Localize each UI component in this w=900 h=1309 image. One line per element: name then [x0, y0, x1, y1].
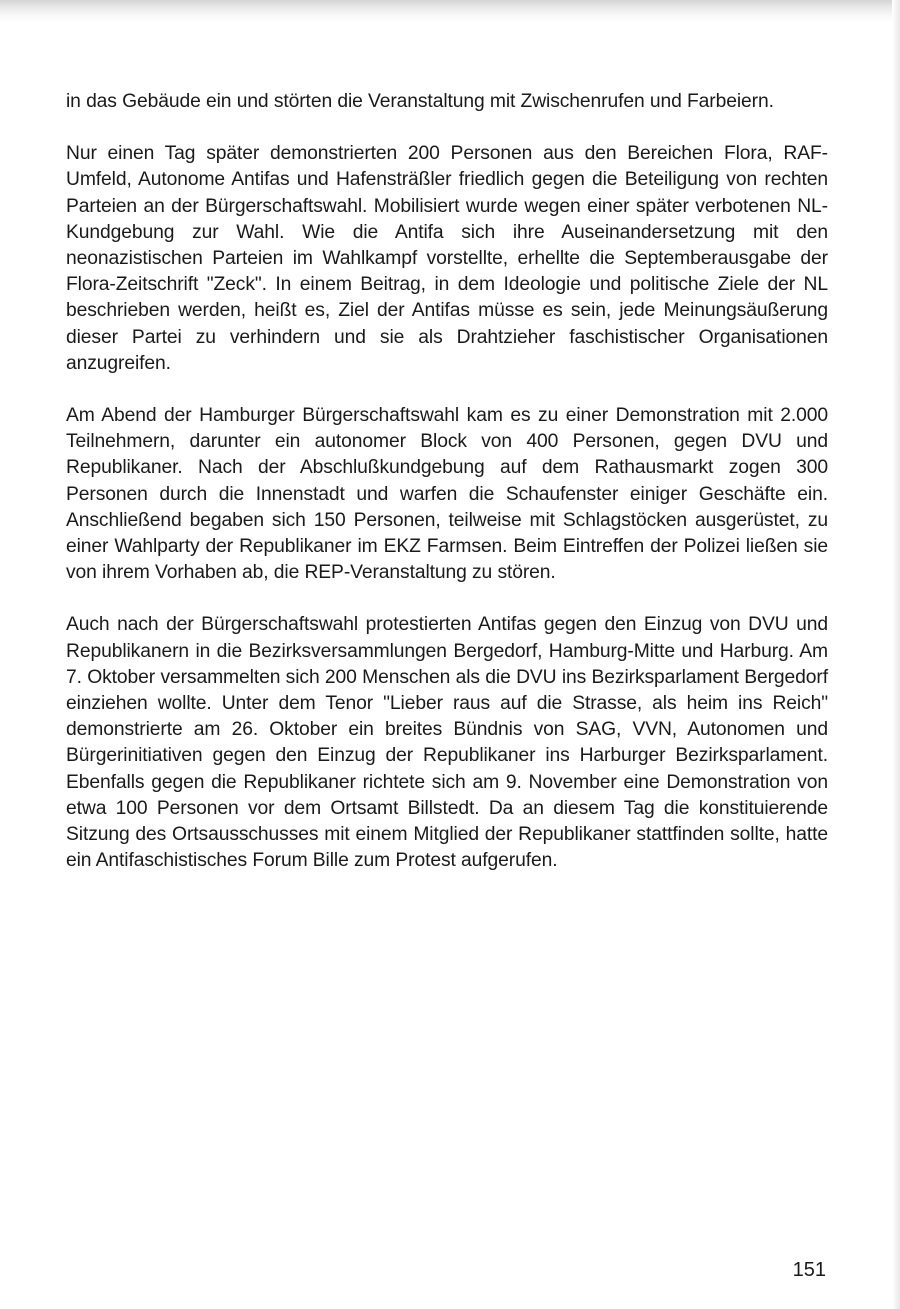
- paragraph-district-protests: Auch nach der Bürgerschaftswahl protestierten Antifas gegen den Einzug von DVU und Republikanern in die Bezirksversammlungen Bergedorf, Hamburg-Mitte und Harburg. Am 7. Oktober versammelten sich 200 Menschen als die DVU ins Bezirksparlament Bergedorf einziehen wollte. Unter dem Tenor "Lieber raus auf die Strasse, als heim ins Reich" demonstrierte am 26. Oktober ein breites Bündnis von SAG, VVN, Autonomen und Bürgerinitiativen gegen den Einzug der Republikaner ins Harburger Bezirksparlament. Ebenfalls gegen die Republikaner richtete sich am 9. November eine Demonstration von etwa 100 Personen vor dem Ortsamt Billstedt. Da an diesem Tag die konstituierende Sitzung des Ortsausschusses mit einem Mitglied der Republikaner stattfinden sollte, hatte ein Antifaschistisches Forum Bille zum Protest aufgerufen.: [66, 614, 828, 872]
- document-body: [66, 89, 828, 900]
- scan-right-edge: [892, 0, 900, 1309]
- paragraph-flora-demonstration: Nur einen Tag später demonstrierten 200 Personen aus den Bereichen Flora, RAF-Umfeld, Autonome Antifas und Hafensträßler friedlich gegen die Beteiligung von rechten Parteien an der Bürgerschaftswahl. Mobilisiert wurde wegen einer später verbotenen NL-Kundgebung zur Wahl. Wie die Antifa sich ihre Auseinandersetzung mit den neonazistischen Parteien im Wahlkampf vorstellte, erhellte die Septemberausgabe der Flora-Zeitschrift "Zeck". In einem Beitrag, in dem Ideologie und politische Ziele der NL beschrieben werden, heißt es, Ziel der Antifas müsse es sein, jede Meinungsäußerung dieser Partei zu verhindern und sie als Drahtzieher faschistischer Organisationen anzugreifen.: [66, 143, 828, 374]
- paragraph-election-evening: Am Abend der Hamburger Bürgerschaftswahl kam es zu einer Demonstration mit 2.000 Teilnehmern, darunter ein autonomer Block von 400 Personen, gegen DVU und Republikaner. Nach der Abschlußkundgebung auf dem Rathausmarkt zogen 300 Personen durch die Innenstadt und warfen die Schaufenster einiger Geschäfte ein. Anschließend begaben sich 150 Personen, teilweise mit Schlagstöcken ausgerüstet, zu einer Wahlparty der Republikaner im EKZ Farmsen. Beim Eintreffen der Polizei ließen sie von ihrem Vorhaben ab, die REP-Veranstaltung zu stören.: [66, 405, 828, 584]
- page-number: 151: [792, 1259, 826, 1281]
- scan-top-edge: [0, 0, 900, 22]
- paragraph-continuation: in das Gebäude ein und störten die Veranstaltung mit Zwischenrufen und Farbeiern.: [66, 91, 774, 112]
